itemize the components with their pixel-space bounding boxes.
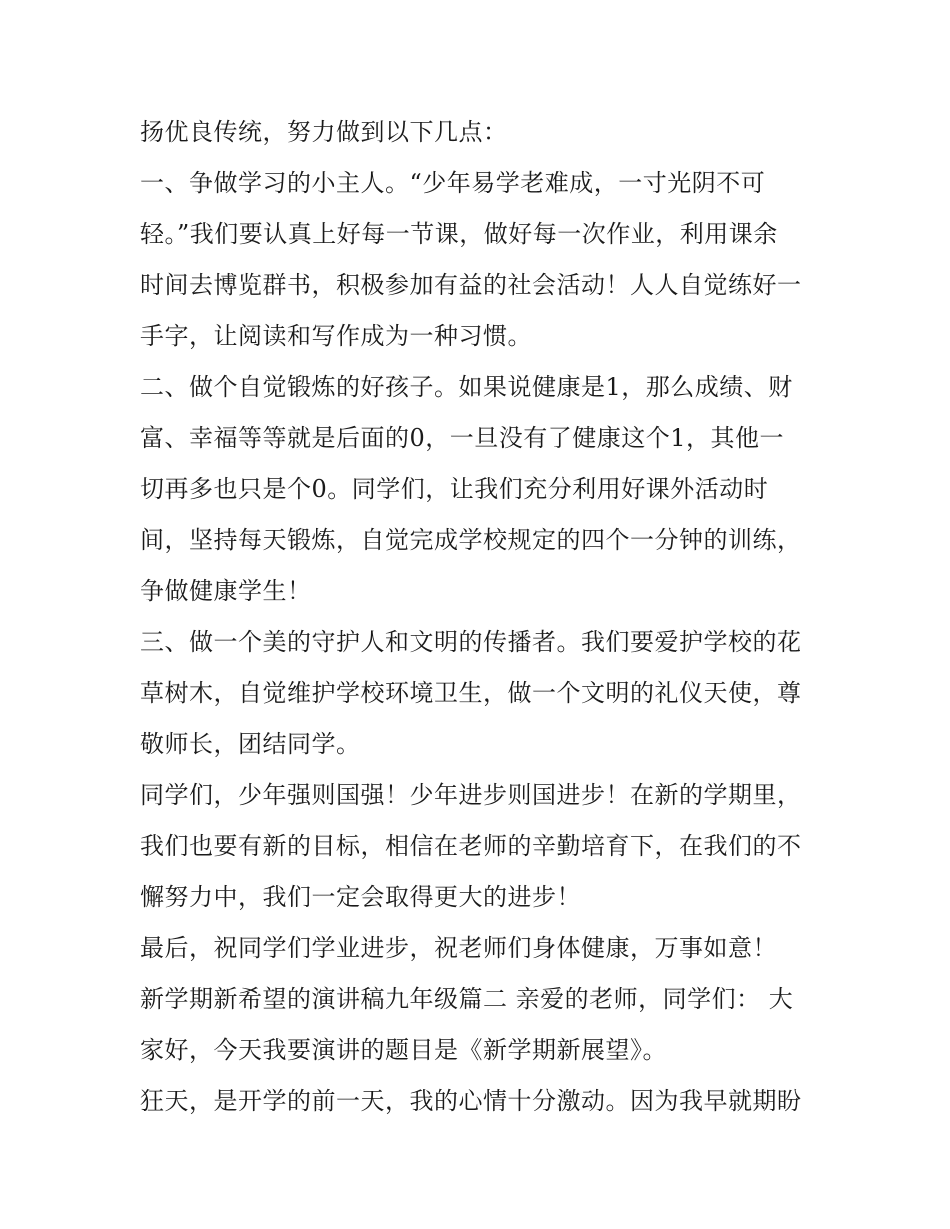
text-line: 轻。”我们要认真上好每一节课，做好每一次作业，利用课余 [140,220,778,248]
text-line: 间，坚持每天锻炼，自觉完成学校规定的四个一分钟的训练， [140,526,802,554]
text-line: 敬师长，团结同学。 [140,730,361,758]
text-line: 同学们，少年强则国强！少年进步则国进步！在新的学期里， [140,781,802,809]
text-line: 狂天，是开学的前一天，我的心情十分激动。因为我早就期盼 [140,1087,802,1115]
text-line: 家好，今天我要演讲的题目是《新学期新展望》。 [140,1036,667,1064]
text-line: 时间去博览群书，积极参加有益的社会活动！人人自觉练好一 [140,271,802,299]
text-line: 争做健康学生！ [140,577,312,605]
text-line: 富、幸福等等就是后面的0，一旦没有了健康这个1，其他一 [140,424,785,452]
text-line: 扬优良传统，努力做到以下几点： [140,118,508,146]
text-line: 一、争做学习的小主人。“少年易学老难成，一寸光阴不可 [140,169,766,197]
text-line: 手字，让阅读和写作成为一种习惯。 [140,322,532,350]
text-line: 新学期新希望的演讲稿九年级篇二 亲爱的老师，同学们： 大 [140,985,794,1013]
text-line: 三、做一个美的守护人和文明的传播者。我们要爱护学校的花 [140,628,802,656]
text-line: 草树木，自觉维护学校环境卫生，做一个文明的礼仪天使，尊 [140,679,802,707]
text-line: 懈努力中，我们一定会取得更大的进步！ [140,883,581,911]
text-line: 我们也要有新的目标，相信在老师的辛勤培育下，在我们的不 [140,832,802,860]
body-text [140,107,830,1127]
text-line: 切再多也只是个0。同学们，让我们充分利用好课外活动时 [140,475,769,503]
text-line: 最后，祝同学们学业进步，祝老师们身体健康，万事如意！ [140,934,777,962]
text-line: 二、做个自觉锻炼的好孩子。如果说健康是1，那么成绩、财 [140,373,793,401]
